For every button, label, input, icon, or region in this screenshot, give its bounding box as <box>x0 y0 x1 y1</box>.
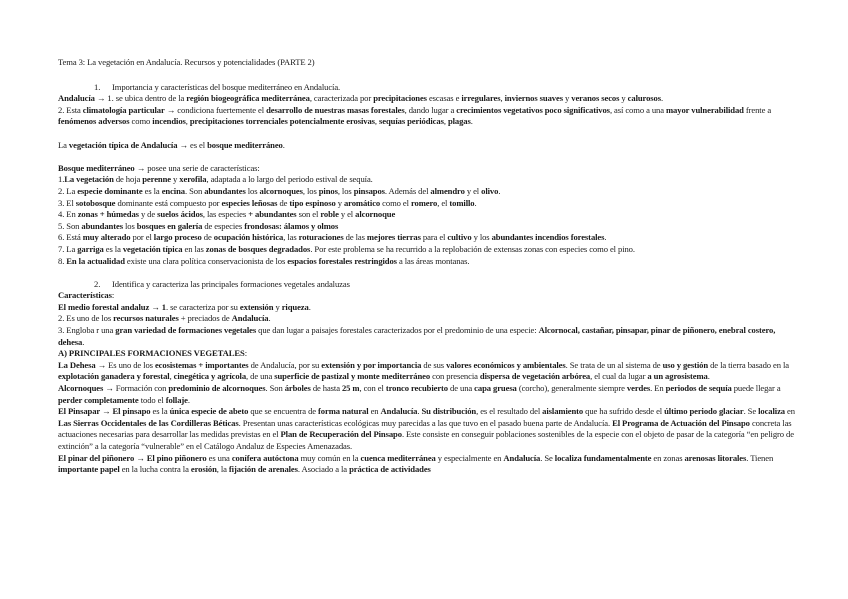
text-run: que se encuentra de <box>248 406 319 417</box>
bold-text: recursos naturales <box>113 313 179 324</box>
bold-text: localiza fundamentalmente <box>554 452 652 463</box>
list-item <box>58 406 796 452</box>
text-run: muy común en la <box>298 452 361 463</box>
text-run: . <box>707 371 710 382</box>
text-run: con presencia <box>430 371 480 382</box>
text-run: 2. La <box>58 185 78 196</box>
bold-text: cinegética y agrícola <box>173 371 247 382</box>
text-run: , <box>169 371 174 382</box>
text-run: . Este consiste en conseguir poblaciones sostenibles de la especie con el objeto de pasar de la categoría “en peligro de extinción” a la categoría “vulnerable” en el Catálogo Andaluz de Especies Amenazadas. <box>58 429 794 451</box>
text-run: 5. Son <box>58 220 82 231</box>
section-2-heading-text: Identifica y caracteriza las principales formaciones vegetales andaluzas <box>112 278 350 289</box>
text-run: en <box>785 406 795 417</box>
bold-text: abundantes <box>81 220 123 231</box>
text-run: → es el <box>177 139 208 150</box>
bold-text: irregulares <box>461 93 501 104</box>
bold-text: abundantes incendios forestales <box>491 232 605 243</box>
blank-line <box>58 267 796 279</box>
text-run: → posee una serie de características: <box>134 162 260 173</box>
text-run: , caracterizada por <box>309 93 374 104</box>
list-item <box>58 174 796 186</box>
text-run: , de una <box>246 371 275 382</box>
section-2-body <box>58 290 796 476</box>
bold-text: ocupación histórica <box>213 232 284 243</box>
bold-text: zonas de bosques degradados <box>205 243 311 254</box>
text-run: y los <box>471 232 492 243</box>
text-run: y especialmente en <box>435 452 504 463</box>
text-run: 1. <box>58 174 65 185</box>
bold-text: ecosistemas + importantes <box>154 359 249 370</box>
text-run: , <box>374 116 380 127</box>
text-run: a las áreas montanas. <box>396 255 470 266</box>
text-run: . <box>82 336 85 347</box>
text-run: . <box>187 394 190 405</box>
text-run: frente a <box>743 104 772 115</box>
bold-text: encina <box>161 185 185 196</box>
bold-text: única especie de abeto <box>169 406 249 417</box>
bold-text: conífera autóctona <box>231 452 299 463</box>
text-run: . se caracteriza por su <box>165 301 240 312</box>
bold-text: Andalucía <box>231 313 269 324</box>
text-run: . <box>498 185 501 196</box>
text-run: . <box>282 139 285 150</box>
bold-text: fenómenos adversos <box>58 116 130 127</box>
bold-text: El Pinsapar → El pinsapo <box>58 406 151 417</box>
text-run: que dan lugar a paisajes forestales caracterizados por el predominio de una especie: <box>256 325 539 336</box>
bold-text: importante papel <box>58 464 120 475</box>
text-run: en las <box>182 243 206 254</box>
bold-text: extensión y por importancia <box>321 359 422 370</box>
text-run: → <box>149 301 162 312</box>
text-run: y de <box>138 209 158 220</box>
text-run: de las <box>343 232 367 243</box>
bold-text: superficie de pastizal y monte mediterráneo <box>274 371 431 382</box>
list-item <box>58 313 796 325</box>
text-run: que ha sufrido desde el <box>583 406 665 417</box>
bold-text: alcornoque <box>355 209 396 220</box>
text-run: es la <box>150 406 170 417</box>
list-item <box>58 383 796 406</box>
bold-text: perder completamente <box>58 394 139 405</box>
bold-text: tomillo <box>449 197 475 208</box>
bold-text: 1 <box>161 301 166 312</box>
bold-text: 25 m <box>341 383 360 394</box>
text-run: 6. Está <box>58 232 83 243</box>
bold-text: El medio forestal andaluz <box>58 301 150 312</box>
text-run: , los <box>337 185 354 196</box>
bold-text: almendro <box>430 185 465 196</box>
text-run: de sus <box>421 359 447 370</box>
bold-text: incendios <box>152 116 186 127</box>
text-run: , con el <box>359 383 386 394</box>
bold-text: precipitaciones <box>373 93 427 104</box>
text-run: todo el <box>138 394 166 405</box>
text-run: y el <box>338 209 356 220</box>
text-run: . <box>470 116 473 127</box>
text-run: . Se trata de un al sistema de <box>565 359 663 370</box>
bold-text: inviernos suaves <box>504 93 563 104</box>
bold-text: alcornoques <box>259 185 303 196</box>
bold-text: vegetación típica de Andalucía <box>68 139 178 150</box>
text-run: . Por este problema se ha recurrido a la replobación de extensas zonas con especies como el pino. <box>310 243 635 254</box>
bold-text: La vegetación <box>64 174 114 185</box>
text-run: , <box>185 116 190 127</box>
bold-text: A) PRINCIPALES FORMACIONES VEGETALES <box>58 348 245 359</box>
text-run: . <box>660 93 664 104</box>
text-run: de Andalucía, por su <box>248 359 322 370</box>
bold-text: tronco recubierto <box>385 383 448 394</box>
section-2-heading <box>58 279 796 291</box>
bold-text: bosques en galería <box>136 220 203 231</box>
bold-text: bosque mediterráneo <box>207 139 283 150</box>
text-run: , es el resultado del <box>476 406 543 417</box>
text-run: → 1. se ubica dentro de la <box>94 93 187 104</box>
bold-text: precipitaciones torrenciales potencialmente erosivas <box>189 116 375 127</box>
text-run: → Formación con <box>103 383 169 394</box>
bold-text: cuenca mediterránea <box>360 452 436 463</box>
bold-text: espacios forestales restringidos <box>287 255 397 266</box>
bold-text: especie dominante <box>77 185 143 196</box>
text-run: . Presentan unas características ecológicas muy parecidas a las que tuvo en el pasado buena parte de Andalucía. <box>238 417 613 428</box>
bold-text: extensión <box>239 301 274 312</box>
text-run: . <box>308 301 311 312</box>
text-run: . <box>474 197 477 208</box>
text-run: en la lucha contra la <box>119 464 191 475</box>
list-item <box>58 453 796 476</box>
text-run: en zonas <box>651 452 685 463</box>
text-run: y <box>619 93 628 104</box>
bold-text: zonas + húmedas <box>77 209 139 220</box>
text-run: . <box>417 406 422 417</box>
bold-text: olivo <box>481 185 499 196</box>
text-run: . Se <box>743 406 759 417</box>
text-run: : <box>111 290 115 301</box>
bold-text: práctica de actividades <box>349 464 431 475</box>
text-run: → Es uno de los <box>95 359 155 370</box>
list-item <box>58 221 796 233</box>
bold-text: a un agrosistema <box>647 371 708 382</box>
text-run: . <box>268 313 271 324</box>
text-run: de hoja <box>113 174 143 185</box>
blank-line <box>58 128 796 140</box>
paragraph <box>58 105 796 128</box>
text-run: , la <box>216 464 229 475</box>
text-run: es la <box>142 185 162 196</box>
bold-text: El Programa de Actuación del Pinsapo <box>612 417 750 428</box>
text-run: de una <box>448 383 475 394</box>
text-run: . Se <box>540 452 555 463</box>
bold-text: árboles <box>284 383 311 394</box>
text-run: 3. Engloba r una <box>58 325 116 336</box>
text-run: dominante está compuesto por <box>115 197 222 208</box>
text-run: . Además del <box>384 185 431 196</box>
text-run: . Asociado a la <box>297 464 350 475</box>
bold-text: Su distribución <box>421 406 477 417</box>
bold-text: Andalucía <box>503 452 541 463</box>
bold-text: especies leñosas <box>221 197 278 208</box>
text-run: 3. El <box>58 197 76 208</box>
text-run: de especies <box>202 220 245 231</box>
text-run: y <box>273 301 282 312</box>
list-item <box>58 325 796 348</box>
text-run: , el <box>437 197 450 208</box>
bold-text: El pinar del piñonero → El pino piñonero <box>58 452 207 463</box>
text-run: : <box>244 348 247 359</box>
text-run: como <box>129 116 153 127</box>
bold-text: vegetación típica <box>122 243 183 254</box>
bold-text: sequías periódicas <box>379 116 444 127</box>
text-run: escasas e <box>426 93 462 104</box>
bold-text: Alcornoques <box>58 383 104 394</box>
bold-text: dispersa de vegetación arbórea <box>479 371 591 382</box>
document-page <box>58 57 796 476</box>
bold-text: predominio de alcornoques <box>168 383 266 394</box>
bold-text: climatología particular <box>82 104 165 115</box>
text-run: son el <box>296 209 321 220</box>
list-item <box>58 348 796 360</box>
text-run: . Son <box>184 185 205 196</box>
text-run: , <box>500 93 505 104</box>
section-1-heading-text: Importancia y características del bosque mediterráneo en Andalucía. <box>112 81 341 92</box>
bold-text: forma natural <box>318 406 369 417</box>
bold-text: largo proceso <box>153 232 202 243</box>
text-run: La <box>58 139 69 150</box>
characteristics-list <box>58 174 796 267</box>
bold-text: garriga <box>77 243 104 254</box>
bold-text: Plan de Recuperación del Pinsapo <box>280 429 402 440</box>
text-run: 2. Esta <box>58 104 83 115</box>
bold-text: arenosas litorales <box>684 452 747 463</box>
bold-text: romero <box>410 197 438 208</box>
text-run: y <box>562 93 572 104</box>
bold-text: La Dehesa <box>58 359 96 370</box>
list-item <box>58 198 796 210</box>
text-run: → condiciona fuertemente el <box>164 104 267 115</box>
text-run: , las <box>283 232 299 243</box>
bold-text: tipo espinoso <box>289 197 336 208</box>
bold-text: valores económicos y ambientales <box>446 359 566 370</box>
bold-text: veranos secos <box>571 93 620 104</box>
text-run: , el cual da lugar <box>590 371 648 382</box>
bold-text: plagas <box>447 116 471 127</box>
list-item <box>58 244 796 256</box>
list-item <box>58 209 796 221</box>
list-item <box>58 186 796 198</box>
text-run: (corcho), generalmente siempre <box>516 383 627 394</box>
document-title: Tema 3: La vegetación en Andalucía. Recursos y potencialidades (PARTE 2) <box>58 57 315 67</box>
bold-text: abundantes <box>204 185 246 196</box>
paragraph <box>58 93 796 105</box>
bold-text: gran variedad de formaciones vegetales <box>115 325 257 336</box>
text-run: en <box>368 406 381 417</box>
bold-text: sotobosque <box>75 197 116 208</box>
text-run: los <box>245 185 260 196</box>
text-run: los <box>122 220 137 231</box>
bold-text: follaje <box>165 394 188 405</box>
section-1-heading <box>58 82 796 94</box>
list-item <box>58 302 796 314</box>
blank-line <box>58 151 796 163</box>
text-run: , los <box>302 185 319 196</box>
bold-text: desarrollo de nuestras masas forestales <box>266 104 405 115</box>
paragraph <box>58 140 796 152</box>
bold-text: capa gruesa <box>474 383 517 394</box>
bold-text: xerofila <box>179 174 207 185</box>
bold-text: Andalucía <box>380 406 418 417</box>
text-run: y <box>335 197 344 208</box>
text-run: existe una clara política conservacionista de los <box>124 255 288 266</box>
bold-text: mayor vulnerabilidad <box>666 104 744 115</box>
bold-text: pinos <box>318 185 338 196</box>
bold-text: Alcornocal, castañar, pinsapar, pinar de piñonero, enebral costero, dehesa <box>58 325 776 347</box>
text-run: 8. <box>58 255 67 266</box>
bold-text: calurosos <box>627 93 661 104</box>
section-2-number: 2. <box>94 278 101 289</box>
bold-text: perenne <box>142 174 171 185</box>
bold-text: roble <box>320 209 339 220</box>
paragraph <box>58 163 796 175</box>
bold-text: mejores tierras <box>366 232 421 243</box>
text-run: puede llegar a <box>731 383 781 394</box>
bold-text: roturaciones <box>298 232 344 243</box>
bold-text: muy alterado <box>82 232 131 243</box>
bold-text: explotación ganadera y forestal <box>58 371 170 382</box>
bold-text: uso y gestión <box>662 359 709 370</box>
text-run: + preciados de <box>178 313 232 324</box>
bold-text: fijación de arenales <box>228 464 298 475</box>
text-run: de la tierra basado en la <box>708 359 789 370</box>
bold-text: riqueza <box>281 301 309 312</box>
bold-text: región biogeográfica mediterránea <box>186 93 310 104</box>
text-run: es la <box>103 243 123 254</box>
text-run: . Son <box>265 383 285 394</box>
text-run: concreta las actuaciones necesarias para desarrollar las medidas previstas en el <box>58 417 792 440</box>
text-run: de <box>201 232 214 243</box>
text-run: , así como a una <box>609 104 666 115</box>
bold-text: En la actualidad <box>66 255 125 266</box>
list-item <box>58 360 796 383</box>
text-run: como el <box>380 197 411 208</box>
bold-text: Andalucía <box>58 93 95 104</box>
text-run: por el <box>130 232 154 243</box>
bold-text: erosión <box>190 464 217 475</box>
text-run: . En <box>650 383 666 394</box>
text-run: para el <box>420 232 448 243</box>
bold-text: frondosas: álamos y olmos <box>244 220 339 231</box>
list-item <box>58 290 796 302</box>
text-run: 7. La <box>58 243 78 254</box>
text-run: , las especies <box>202 209 249 220</box>
text-run: , <box>443 116 448 127</box>
text-run: es una <box>206 452 232 463</box>
bold-text: aromático <box>343 197 381 208</box>
bold-text: Características <box>58 290 112 301</box>
text-run: 2. Es uno de los <box>58 313 114 324</box>
text-run: y <box>171 174 180 185</box>
bold-text: Bosque mediterráneo <box>58 162 135 173</box>
bold-text: suelos ácidos <box>157 209 203 220</box>
text-run: de hasta <box>310 383 342 394</box>
text-run: . <box>604 232 607 243</box>
bold-text: + abundantes <box>248 209 297 220</box>
bold-text: Las Sierras Occidentales de las Cordilleras Béticas <box>58 417 239 428</box>
bold-text: último periodo glaciar <box>664 406 744 417</box>
text-run: . Tienen <box>746 452 774 463</box>
bold-text: periodos de sequía <box>665 383 732 394</box>
text-run: y el <box>464 185 482 196</box>
bold-text: crecimientos vegetativos poco significativos <box>456 104 610 115</box>
bold-text: cultivo <box>447 232 472 243</box>
text-run: , adaptada a lo largo del periodo estival de sequía. <box>206 174 373 185</box>
text-run: , dando lugar a <box>404 104 457 115</box>
text-run: 4. En <box>58 209 78 220</box>
bold-text: localiza <box>758 406 785 417</box>
bold-text: aislamiento <box>542 406 584 417</box>
section-1-number: 1. <box>94 81 101 92</box>
bold-text: verdes <box>626 383 651 394</box>
list-item <box>58 232 796 244</box>
list-item <box>58 256 796 268</box>
text-run: de <box>277 197 290 208</box>
bold-text: pinsapos <box>353 185 385 196</box>
